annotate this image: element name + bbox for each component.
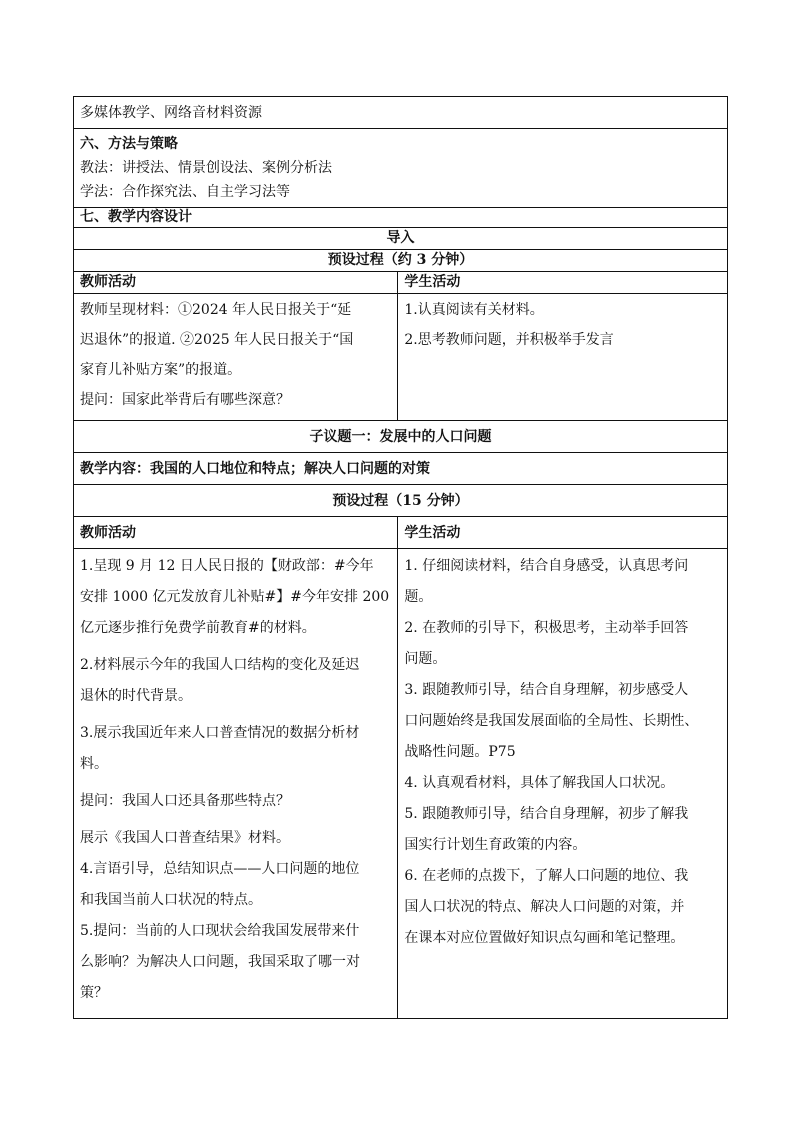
intro-teacher-cell bbox=[74, 294, 398, 421]
section-7-heading: 七、教学内容设计 bbox=[80, 209, 192, 225]
topic1-teacher-para bbox=[80, 823, 391, 854]
topic1-teacher-line: 么影响？为解决人口问题，我国采取了哪一对 bbox=[80, 954, 360, 970]
section-7-cell bbox=[74, 208, 728, 228]
topic1-student-line: 国人口状况的特点、解决人口问题的对策，并 bbox=[404, 899, 685, 915]
topic1-teacher-para bbox=[80, 650, 391, 712]
topic1-process: 预设过程（15 分钟） bbox=[332, 493, 469, 509]
intro-teacher-line: 迟退休”的报道. ②2025 年人民日报关于“国 bbox=[80, 332, 354, 348]
intro-process-cell bbox=[74, 250, 728, 272]
topic1-student-line: 国实行计划生育政策的内容。 bbox=[404, 837, 587, 853]
topic1-student-line: 题。 bbox=[404, 589, 433, 605]
teaching-methods: 教法：讲授法、情景创设法、案例分析法 bbox=[80, 160, 332, 176]
topic1-teacher-line: 提问：我国人口还具备那些特点？ bbox=[80, 793, 290, 809]
intro-process: 预设过程（约 3 分钟） bbox=[327, 252, 474, 268]
topic1-teacher-line: 料。 bbox=[80, 756, 108, 772]
learning-methods: 学法：合作探究法、自主学习法等 bbox=[80, 184, 290, 200]
topic1-teacher-para bbox=[80, 551, 391, 644]
topic1-teacher-para bbox=[80, 916, 391, 1009]
topic1-teacher-line: 1.呈现 9 月 12 日人民日报的【财政部：#今年 bbox=[80, 558, 374, 574]
topic1-student-header: 学生活动 bbox=[404, 525, 461, 541]
topic1-teacher-line: 3.展示我国近年来人口普查情况的数据分析材 bbox=[80, 725, 360, 741]
intro-student-header: 学生活动 bbox=[404, 274, 461, 290]
intro-teacher-line: 提问：国家此举背后有哪些深意？ bbox=[80, 392, 290, 408]
topic1-teacher-line: 亿元逐步推行免费学前教育#的材料。 bbox=[80, 620, 316, 636]
topic1-teacher-line: 退休的时代背景。 bbox=[80, 688, 192, 704]
intro-teacher-line: 家育儿补贴方案”的报道。 bbox=[80, 362, 242, 378]
intro-student-line: 1.认真阅读有关材料。 bbox=[404, 302, 544, 318]
intro-title-cell bbox=[74, 228, 728, 250]
resources-cell bbox=[74, 97, 728, 129]
topic1-teacher-line: 5.提问：当前的人口现状会给我国发展带来什 bbox=[80, 923, 360, 939]
topic1-teacher-line: 展示《我国人口普查结果》材料。 bbox=[80, 830, 290, 846]
topic1-teacher-line: 安排 1000 亿元发放育儿补贴#】#今年安排 200 bbox=[80, 589, 390, 605]
intro-student-header-cell bbox=[398, 272, 728, 294]
topic1-content-cell bbox=[74, 453, 728, 485]
topic1-student-line: 战略性问题。P75 bbox=[404, 744, 516, 760]
topic1-process-cell bbox=[74, 485, 728, 517]
topic1-student-line: 3. 跟随教师引导，结合自身理解，初步感受人 bbox=[404, 682, 689, 698]
topic1-student-cell bbox=[398, 549, 728, 1019]
topic1-teacher-para bbox=[80, 786, 391, 817]
intro-title: 导入 bbox=[386, 230, 415, 246]
topic1-title: 子议题一：发展中的人口问题 bbox=[309, 429, 492, 445]
topic1-title-cell bbox=[74, 421, 728, 453]
topic1-teacher-header-cell bbox=[74, 517, 398, 549]
resources-text: 多媒体教学、网络音材料资源 bbox=[80, 105, 262, 121]
topic1-student-header-cell bbox=[398, 517, 728, 549]
topic1-teacher-line: 策？ bbox=[80, 985, 108, 1001]
topic1-student-line: 在课本对应位置做好知识点勾画和笔记整理。 bbox=[404, 930, 685, 946]
topic1-teacher-line: 2.材料展示今年的我国人口结构的变化及延迟 bbox=[80, 657, 360, 673]
topic1-student-line: 2. 在教师的引导下，积极思考，主动举手回答 bbox=[404, 620, 689, 636]
topic1-teacher-line: 和我国当前人口状况的特点。 bbox=[80, 892, 262, 908]
intro-student-line: 2.思考教师问题，并积极举手发言 bbox=[404, 332, 614, 348]
topic1-teacher-header: 教师活动 bbox=[80, 525, 136, 541]
section-6-heading: 六、方法与策略 bbox=[80, 136, 178, 152]
topic1-student-line: 问题。 bbox=[404, 651, 447, 667]
topic1-content: 教学内容：我国的人口地位和特点；解决人口问题的对策 bbox=[80, 461, 430, 477]
topic1-student-line: 4. 认真观看材料，具体了解我国人口状况。 bbox=[404, 775, 675, 791]
topic1-student-line: 口问题始终是我国发展面临的全局性、长期性、 bbox=[404, 713, 699, 729]
topic1-teacher-cell bbox=[74, 549, 398, 1019]
topic1-student-line: 6. 在老师的点拨下，了解人口问题的地位、我 bbox=[404, 868, 689, 884]
lesson-plan-table bbox=[73, 96, 728, 1019]
topic1-teacher-line: 4.言语引导，总结知识点——人口问题的地位 bbox=[80, 861, 360, 877]
topic1-student-line: 5. 跟随教师引导，结合自身理解，初步了解我 bbox=[404, 806, 689, 822]
intro-teacher-header-cell bbox=[74, 272, 398, 294]
topic1-student-line: 1. 仔细阅读材料，结合自身感受，认真思考问 bbox=[404, 558, 689, 574]
intro-student-cell bbox=[398, 294, 728, 421]
topic1-teacher-para bbox=[80, 718, 391, 780]
topic1-teacher-para bbox=[80, 854, 391, 916]
methods-cell bbox=[74, 129, 728, 208]
intro-teacher-line: 教师呈现材料：①2024 年人民日报关于“延 bbox=[80, 302, 352, 318]
intro-teacher-header: 教师活动 bbox=[80, 274, 136, 290]
